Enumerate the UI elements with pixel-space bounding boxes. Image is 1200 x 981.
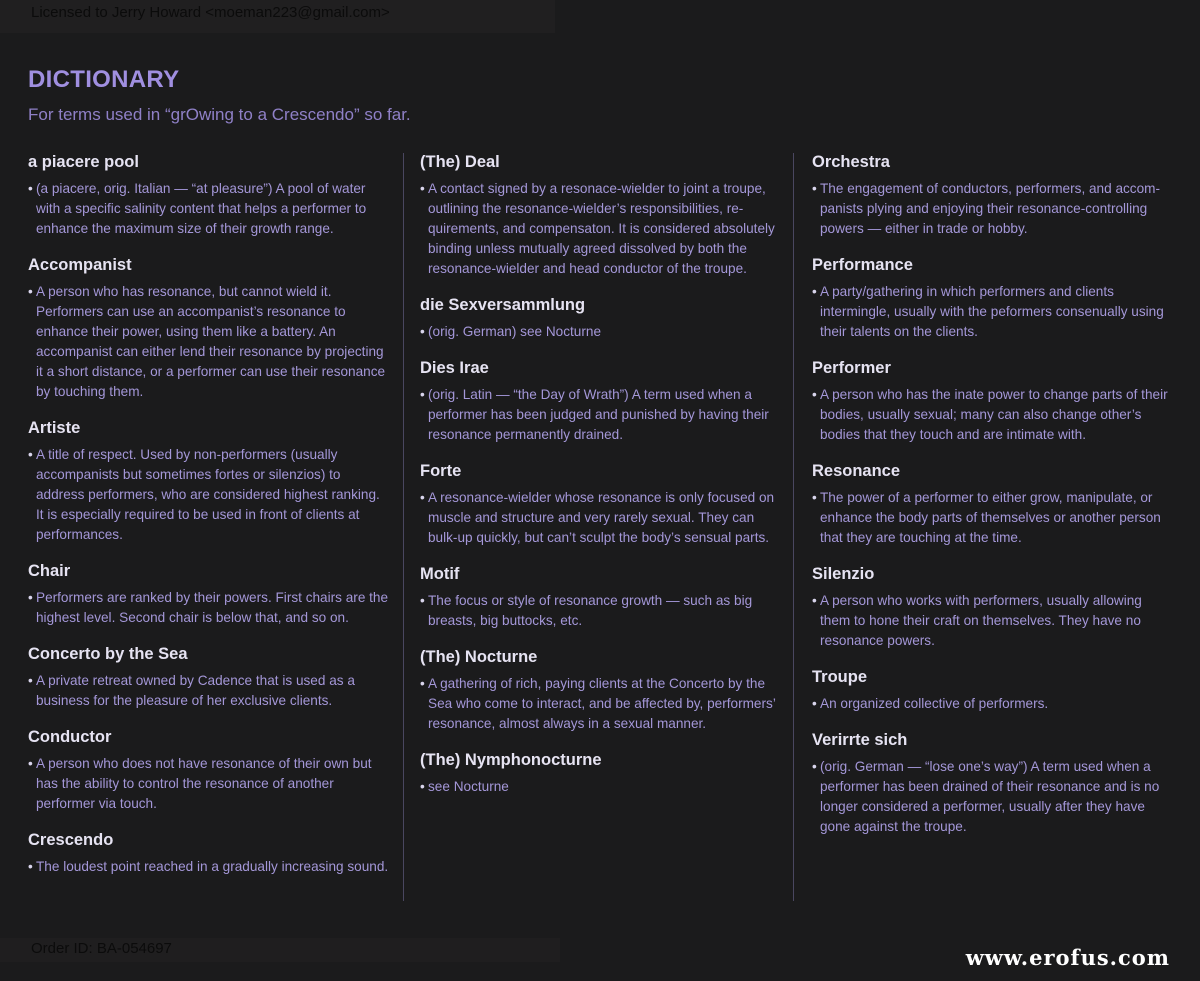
dictionary-entry	[420, 293, 782, 342]
dictionary-entry	[812, 562, 1172, 651]
entry-term: Motif	[420, 565, 460, 583]
site-watermark: www.erofus.com	[965, 945, 1170, 970]
column-divider	[403, 153, 404, 901]
entry-term: Accompanist	[28, 256, 132, 274]
entry-definition: • A person who has the inate power to change parts of their bodies, usually sexual; many can also change other’s bodies that they touch and are intimate with.	[812, 385, 1172, 445]
entry-term: Performance	[812, 256, 913, 274]
entry-definition: • The loudest point reached in a gradually increasing sound.	[28, 857, 390, 877]
dictionary-entry	[28, 416, 390, 545]
dictionary-column-3	[812, 150, 1172, 851]
dictionary-entry	[812, 459, 1172, 548]
dictionary-entry	[28, 150, 390, 239]
page-subtitle: For terms used in “grOwing to a Crescendo” so far.	[28, 105, 411, 124]
entry-term: Verirrte sich	[812, 731, 908, 749]
dictionary-entry	[812, 253, 1172, 342]
order-id: Order ID: BA-054697	[0, 938, 560, 962]
entry-definition: • The power of a performer to either grow, manipulate, or enhance the body parts of themselves or another person that they are touching at the time.	[812, 488, 1172, 548]
entry-definition: • A party/gathering in which performers and clients intermingle, usually with the peformers consenually using their talents on the clients.	[812, 282, 1172, 342]
entry-term: Conductor	[28, 728, 112, 746]
dictionary-entry	[812, 150, 1172, 239]
entry-definition: • A title of respect. Used by non-performers (usually accompanists but sometimes fortes or silenzios) to address performers, who are considered highest ranking. It is especially required to be used in front of clients at performances.	[28, 445, 390, 545]
entry-term: (The) Nymphonocturne	[420, 751, 602, 769]
dictionary-column-1	[28, 150, 390, 891]
entry-term: Troupe	[812, 668, 868, 686]
entry-term: Performer	[812, 359, 891, 377]
dictionary-entry	[28, 559, 390, 628]
entry-definition: • A resonance-wielder whose resonance is only focused on muscle and structure and very rarely sexual. They can bulk-up quickly, but can’t sculpt the body’s sensual parts.	[420, 488, 782, 548]
dictionary-entry	[420, 562, 782, 631]
entry-definition: • The engagement of conductors, performers, and accom-panists plying and enjoying their resonance-controlling powers — either in trade or hobby.	[812, 179, 1172, 239]
entry-definition: • The focus or style of resonance growth — such as big breasts, big buttocks, etc.	[420, 591, 782, 631]
entry-definition: • Performers are ranked by their powers. First chairs are the highest level. Second chair is below that, and so on.	[28, 588, 390, 628]
entry-definition: • (orig. German) see Nocturne	[420, 322, 782, 342]
dictionary-entry	[28, 253, 390, 402]
entry-definition: • (a piacere, orig. Italian — “at pleasure”) A pool of water with a specific salinity content that helps a performer to enhance the maximum size of their growth range.	[28, 179, 390, 239]
entry-term: Crescendo	[28, 831, 114, 849]
entry-term: Concerto by the Sea	[28, 645, 188, 663]
entry-definition: • An organized collective of performers.	[812, 694, 1172, 714]
entry-term: die Sexversammlung	[420, 296, 586, 314]
dictionary-entry	[812, 356, 1172, 445]
entry-definition: • A private retreat owned by Cadence that is used as a business for the pleasure of her exclusive clients.	[28, 671, 390, 711]
dictionary-entry	[420, 645, 782, 734]
entry-term: a piacere pool	[28, 153, 139, 171]
dictionary-entry	[28, 642, 390, 711]
entry-term: Resonance	[812, 462, 901, 480]
entry-term: Silenzio	[812, 565, 875, 583]
dictionary-entry	[28, 828, 390, 877]
entry-term: Chair	[28, 562, 71, 580]
entry-term: (The) Deal	[420, 153, 500, 171]
entry-definition: • A gathering of rich, paying clients at the Concerto by the Sea who come to interact, and be affected by, performers’ resonance, almost always in a sexual manner.	[420, 674, 782, 734]
dictionary-entry	[812, 728, 1172, 837]
entry-definition: • see Nocturne	[420, 777, 782, 797]
dictionary-entry	[420, 150, 782, 279]
entry-definition: • A person who works with performers, usually allowing them to hone their craft on themselves. They have no resonance powers.	[812, 591, 1172, 651]
entry-term: Orchestra	[812, 153, 890, 171]
dictionary-entry	[420, 459, 782, 548]
entry-definition: • (orig. Latin — “the Day of Wrath”) A term used when a performer has been judged and punished by having their resonance permanently drained.	[420, 385, 782, 445]
dictionary-entry	[812, 665, 1172, 714]
entry-term: (The) Nocturne	[420, 648, 538, 666]
entry-definition: • (orig. German — “lose one’s way”) A term used when a performer has been drained of their resonance and is no longer considered a performer, usually after they have gone against the troupe.	[812, 757, 1172, 837]
entry-term: Dies Irae	[420, 359, 489, 377]
dictionary-entry	[28, 725, 390, 814]
entry-definition: • A person who does not have resonance of their own but has the ability to control the resonance of another performer via touch.	[28, 754, 390, 814]
entry-definition: • A person who has resonance, but cannot wield it. Performers can use an accompanist’s resonance to enhance their power, using them like a battery. An accompanist can either lend their resonance by projecting it a short distance, or a performer can use their resonance by touching them.	[28, 282, 390, 402]
entry-definition: • A contact signed by a resonace-wielder to joint a troupe, outlining the resonance-wielder’s responsibilities, re-quirements, and compensaton. It is considered absolutely binding unless mutually agreed dissolved by both the resonance-wielder and head conductor of the troupe.	[420, 179, 782, 279]
dictionary-column-2	[420, 150, 782, 811]
entry-term: Artiste	[28, 419, 81, 437]
page-title: DICTIONARY	[28, 66, 180, 93]
dictionary-entry	[420, 356, 782, 445]
license-notice: Licensed to Jerry Howard <moeman223@gmail.com>	[0, 0, 555, 33]
column-divider	[793, 153, 794, 901]
dictionary-entry	[420, 748, 782, 797]
entry-term: Forte	[420, 462, 462, 480]
